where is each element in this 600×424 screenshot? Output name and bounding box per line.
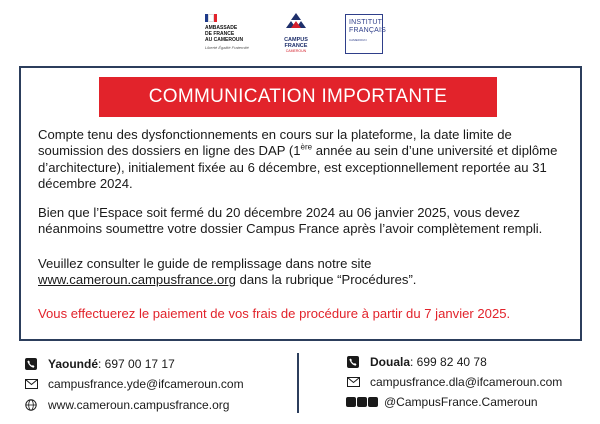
douala-email-contact bbox=[346, 375, 562, 389]
institut-line1: INSTITUT bbox=[349, 19, 383, 26]
paragraph-closure: Bien que l’Espace soit fermé du 20 décembre 2024 au 06 janvier 2025, vous devez néanmoins soumettre votre dossier Campus France après l’avoir complètement rempli. bbox=[38, 205, 543, 237]
twitter-icon[interactable] bbox=[357, 397, 367, 407]
website-url[interactable]: www.cameroun.campusfrance.org bbox=[48, 398, 230, 412]
ambassade-logo bbox=[205, 14, 265, 54]
douala-phone: : 699 82 40 78 bbox=[410, 355, 487, 369]
douala-label: Douala bbox=[370, 355, 411, 369]
globe-icon bbox=[24, 398, 38, 412]
facebook-icon[interactable] bbox=[346, 397, 356, 407]
campus-line1: CAMPUS bbox=[284, 37, 308, 43]
paragraph-payment: Vous effectuerez le paiement de vos frais de procédure à partir du 7 janvier 2025. bbox=[38, 306, 511, 321]
campus-france-logo bbox=[279, 12, 313, 56]
ambassade-line1: AMBASSADE bbox=[205, 25, 238, 31]
announcement-title: COMMUNICATION IMPORTANTE bbox=[99, 77, 497, 117]
phone-icon bbox=[346, 355, 360, 369]
instagram-icon[interactable] bbox=[368, 397, 378, 407]
p1-text-a: Compte tenu des dysfonctionnements en cours sur la plateforme, la date limite de soumission des dossiers en ligne des DAP (1 bbox=[38, 127, 512, 159]
social-contact bbox=[346, 395, 538, 409]
douala-email[interactable]: campusfrance.dla@ifcameroun.com bbox=[370, 375, 563, 389]
ambassade-line2: DE FRANCE bbox=[205, 31, 235, 37]
website-contact bbox=[24, 398, 229, 412]
footer-divider bbox=[297, 353, 299, 413]
yaounde-label: Yaoundé bbox=[48, 357, 99, 371]
campus-line2: FRANCE bbox=[284, 43, 308, 49]
campus-france-mark-icon bbox=[283, 12, 309, 32]
phone-icon bbox=[24, 357, 38, 371]
website-link[interactable]: www.cameroun.campusfrance.org bbox=[38, 272, 236, 288]
yaounde-phone: : 697 00 17 17 bbox=[98, 357, 175, 371]
institut-line2: FRANÇAIS bbox=[349, 27, 386, 34]
paragraph-deadline bbox=[38, 127, 558, 192]
campus-line3: CAMEROUN bbox=[285, 49, 307, 53]
douala-phone-contact bbox=[346, 355, 487, 369]
logos-row bbox=[0, 12, 600, 54]
social-handle[interactable]: @CampusFrance.Cameroun bbox=[384, 395, 538, 409]
institut-francais-logo bbox=[345, 14, 386, 54]
social-icons bbox=[346, 397, 378, 407]
yaounde-email[interactable]: campusfrance.yde@ifcameroun.com bbox=[48, 377, 244, 391]
mail-icon bbox=[24, 377, 38, 391]
p1-superscript: ère bbox=[300, 142, 313, 152]
yaounde-email-contact bbox=[24, 377, 244, 391]
ambassade-line3: AU CAMEROUN bbox=[205, 37, 244, 43]
french-flag-icon bbox=[205, 14, 217, 22]
p3-text-b: dans la rubrique “Procédures”. bbox=[235, 272, 417, 288]
mail-icon bbox=[346, 375, 360, 389]
p1-text-b: année au sein d’une université et diplôme d’architecture), initialement fixée au 6 décembre, est exceptionnellement reportée au 31 décembre 2024. bbox=[38, 143, 558, 191]
yaounde-phone-contact bbox=[24, 357, 175, 371]
institut-line3: CAMEROUN bbox=[349, 38, 367, 42]
ambassade-motto: Liberté Égalité Fraternité bbox=[205, 45, 249, 50]
paragraph-guide bbox=[38, 256, 558, 289]
p3-text-a: Veuillez consulter le guide de remplissage dans notre site bbox=[38, 256, 372, 271]
announcement-frame bbox=[19, 66, 582, 341]
